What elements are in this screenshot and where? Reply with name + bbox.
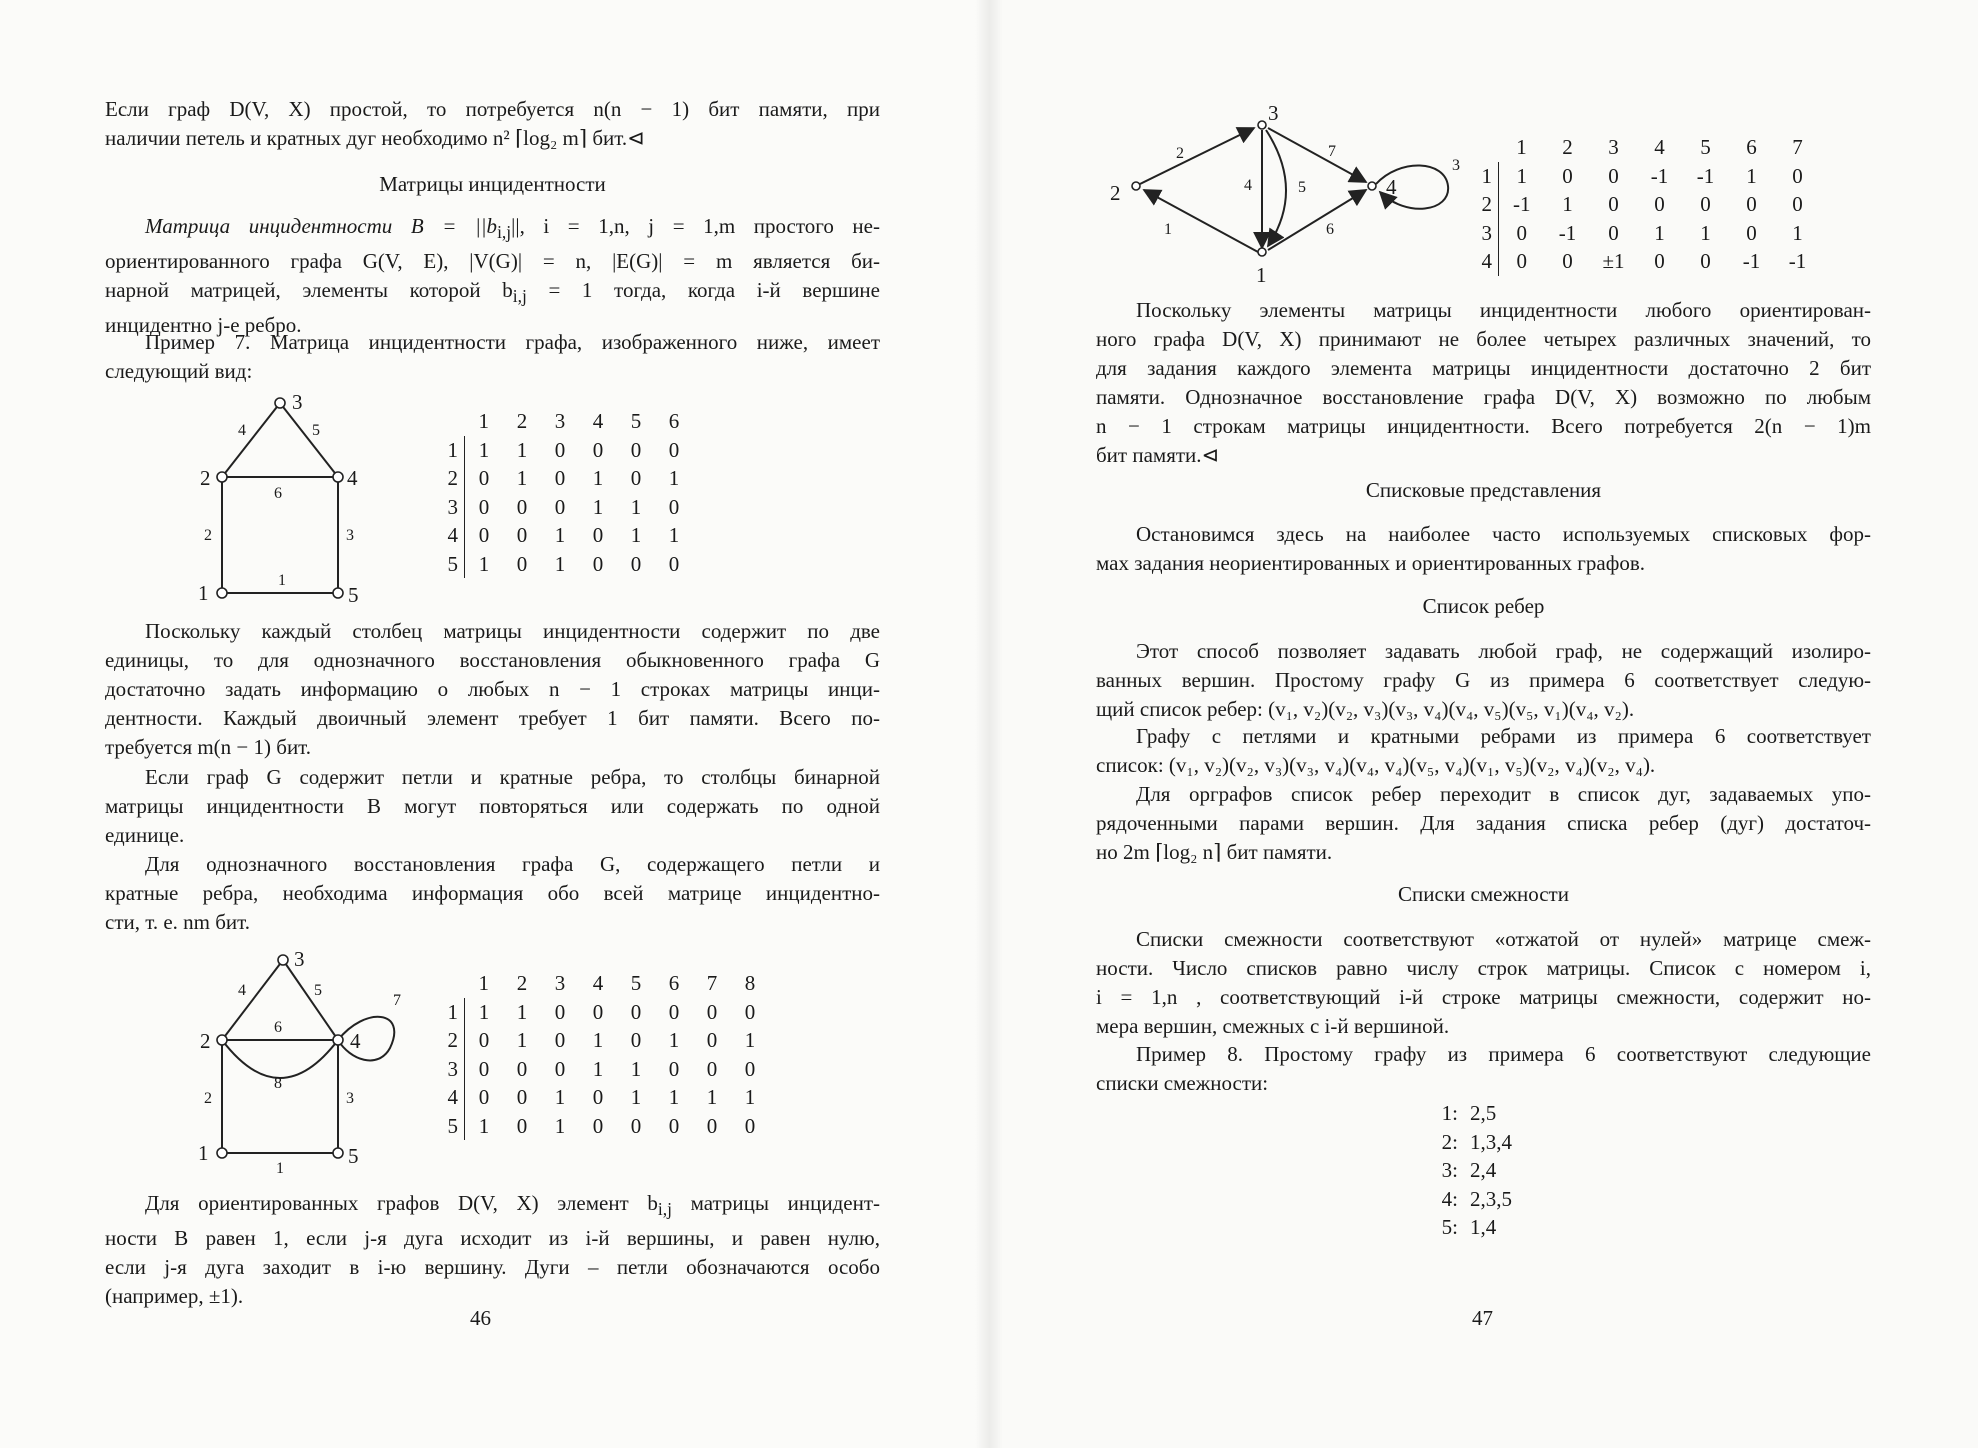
- list-item: [1420, 1099, 1512, 1128]
- col-header: 4: [1654, 135, 1665, 159]
- incidence-matrix-3: [1470, 133, 1821, 276]
- list-value: 2,5: [1470, 1101, 1497, 1125]
- incidence-matrix-2: [436, 969, 770, 1140]
- list-item: [1420, 1128, 1512, 1157]
- heading-edge-list: Список ребер: [1422, 594, 1545, 618]
- matrix-cell: 0: [1608, 163, 1619, 188]
- matrix-cell: 1: [630, 494, 642, 519]
- matrix-cell: 1: [630, 1085, 642, 1109]
- vertex-label: 3: [1268, 101, 1279, 125]
- matrix-cell: 1: [1746, 163, 1757, 188]
- matrix-cell: 0: [668, 494, 680, 519]
- matrix-cell: 1: [1792, 220, 1803, 245]
- matrix-cell: 1: [554, 523, 566, 547]
- matrix-cell: 1: [668, 1028, 680, 1052]
- matrix-cell: 0: [592, 437, 604, 462]
- edge-label: 1: [276, 1160, 284, 1173]
- edge-label: 2: [204, 527, 212, 544]
- matrix-cell: 1: [668, 1085, 680, 1109]
- text-line: сти, т. е. nm бит.: [105, 910, 251, 934]
- matrix-cell: -1: [1650, 163, 1669, 188]
- text-line: Если граф D(V, X) простой, то потребуется n(n − 1) бит памяти, при: [105, 97, 880, 121]
- vertex-label: 4: [350, 1029, 361, 1053]
- matrix-row: [1470, 190, 1821, 219]
- vertex-label: 4: [347, 466, 358, 490]
- matrix-cell: 0: [554, 437, 566, 462]
- left-paragraph-6: [105, 850, 880, 937]
- right-paragraph-2: [1096, 520, 1871, 578]
- matrix-cell: 1: [516, 437, 528, 462]
- matrix-cell: 0: [630, 1113, 642, 1138]
- matrix-cell: 0: [516, 1085, 528, 1109]
- matrix-cell: 1: [554, 1085, 566, 1109]
- col-header: 5: [630, 971, 642, 995]
- matrix-cell: 1: [516, 1028, 528, 1052]
- matrix-row: [436, 493, 693, 522]
- right-paragraph-3: [1096, 637, 1871, 724]
- matrix-cell: -1: [1788, 249, 1807, 273]
- matrix-cell: 0: [516, 551, 528, 576]
- matrix-cell: 0: [592, 1085, 604, 1109]
- text-line: i = 1,n , соответствующий i-й строке матрицы смежности, содержит но-: [1096, 985, 1871, 1009]
- left-paragraph-7: [105, 1189, 880, 1311]
- graph-3-directed: [1100, 100, 1480, 290]
- left-paragraph-1: [105, 95, 880, 153]
- text-fragment: нарной матрицей, элементы которой b: [105, 278, 513, 303]
- text-line: матрицы инцидентности B могут повторяться или содержать по одной: [105, 794, 880, 818]
- matrix-cell: 0: [1516, 220, 1527, 245]
- col-header: 2: [1562, 135, 1573, 159]
- text-line: Для однозначного восстановления графа G, содержащего петли и: [145, 852, 880, 876]
- edge-label: 3: [346, 1090, 354, 1107]
- list-value: 1,3,4: [1470, 1129, 1512, 1154]
- vertex-label: 1: [1256, 263, 1267, 287]
- edge-label: 4: [238, 982, 246, 999]
- matrix-cell: 1: [630, 1056, 642, 1081]
- text-line: [105, 1189, 880, 1224]
- matrix-cell: 0: [478, 1085, 490, 1109]
- row-header: 3: [1470, 219, 1499, 248]
- row-header: 1: [1470, 162, 1499, 191]
- list-value: 1,4: [1470, 1215, 1497, 1239]
- matrix-cell: 0: [1700, 192, 1711, 216]
- matrix-cell: 1: [478, 999, 490, 1024]
- matrix-row: [1470, 247, 1821, 276]
- matrix-cell: 1: [592, 1028, 604, 1052]
- matrix-row: [436, 550, 693, 579]
- text-fragment: матрицы инцидент-: [671, 1191, 880, 1215]
- text-line: единице.: [105, 823, 185, 847]
- matrix-cell: 1: [1700, 220, 1711, 245]
- corner: [1470, 133, 1499, 162]
- list-value: 2,3,5: [1470, 1186, 1512, 1211]
- text-line: но 2m ⌈log₂ n⌉ бит памяти.: [1096, 840, 1333, 864]
- matrix-cell: ±1: [1602, 249, 1625, 273]
- right-paragraph-6: [1096, 925, 1871, 1041]
- text-line: следующий вид:: [105, 359, 253, 383]
- matrix-cell: 0: [630, 1028, 642, 1052]
- row-header: 4: [436, 1083, 465, 1112]
- text-fragment: ||, i = 1,n, j = 1,m простого не-: [511, 214, 880, 238]
- text-line: дентности. Каждый двоичный элемент требует 1 бит памяти. Всего по-: [105, 706, 880, 730]
- heading-list-representations: Списковые представления: [1365, 478, 1602, 502]
- matrix-row: [436, 1112, 769, 1141]
- matrix-cell: -1: [1558, 220, 1577, 245]
- list-item: [1420, 1213, 1512, 1242]
- row-header: 2: [436, 1026, 465, 1055]
- matrix-cell: 1: [478, 1113, 490, 1138]
- matrix-cell: 0: [706, 1028, 718, 1052]
- matrix-row: [436, 1026, 769, 1055]
- text-line: n − 1 строкам матрицы инцидентности. Всего потребуется 2(n − 1)m: [1096, 414, 1871, 438]
- row-header: 2: [436, 464, 465, 493]
- matrix-cell: 0: [516, 523, 528, 547]
- row-header: 1: [436, 998, 465, 1027]
- text-line: ного графа D(V, X) принимают не более четырех различных значений, то: [1096, 327, 1871, 351]
- col-header: 5: [1700, 135, 1711, 159]
- text-line: списки смежности:: [1096, 1071, 1269, 1095]
- left-paragraph-5: [105, 763, 880, 850]
- matrix-cell: 0: [1654, 249, 1665, 273]
- matrix-cell: 0: [592, 551, 604, 576]
- text-line: щий список ребер: (v₁, v₂)(v₂, v₃)(v₃, v₄)(v₄, v₅)(v₅, v₁)(v₄, v₂).: [1096, 697, 1635, 721]
- row-header: 4: [1470, 247, 1499, 276]
- matrix-cell: -1: [1742, 249, 1761, 273]
- text-line: требуется m(n − 1) бит.: [105, 735, 312, 759]
- vertex-label: 3: [292, 390, 303, 414]
- matrix-cell: 1: [630, 523, 642, 547]
- matrix-cell: 1: [1516, 163, 1527, 188]
- left-paragraph-3: [105, 328, 880, 386]
- text-line: инцидентно j-е ребро.: [105, 313, 302, 338]
- edge-label: 2: [1176, 145, 1184, 162]
- text-line: кратные ребра, необходима информация обо всей матрице инцидентно-: [105, 881, 880, 905]
- matrix-cell: 0: [744, 999, 756, 1024]
- matrix-cell: 0: [706, 999, 718, 1024]
- subscript: i,j: [512, 286, 527, 307]
- matrix-cell: 0: [668, 999, 680, 1024]
- text-line: Пример 7. Матрица инцидентности графа, изображенного ниже, имеет: [145, 330, 880, 354]
- row-header: 3: [436, 493, 465, 522]
- text-fragment: Для ориентированных графов D(V, X) элемент b: [145, 1191, 658, 1215]
- text-line: ности B равен 1, если j-я дуга исходит из i-й вершины, и равен нулю,: [105, 1226, 880, 1251]
- matrix-cell: 0: [1792, 163, 1803, 188]
- list-item: [1420, 1156, 1512, 1185]
- matrix-cell: 1: [668, 523, 680, 547]
- matrix-cell: 0: [630, 466, 642, 490]
- matrix-cell: 0: [592, 999, 604, 1024]
- col-header: 2: [516, 971, 528, 995]
- text-line: список: (v₁, v₂)(v₂, v₃)(v₃, v₄)(v₄, v₄)(v₅, v₄)(v₁, v₅)(v₂, v₄)(v₂, v₄).: [1096, 753, 1656, 777]
- col-header: 8: [744, 971, 756, 995]
- vertex-label: 1: [198, 1141, 209, 1165]
- matrix-cell: 0: [668, 1056, 680, 1081]
- text-line: если j-я дуга заходит в i-ю вершину. Дуги – петли обозначаются особо: [105, 1255, 880, 1280]
- matrix-row: [436, 1083, 769, 1112]
- matrix-cell: 1: [554, 551, 566, 576]
- matrix-cell: 0: [1654, 192, 1665, 216]
- matrix-cell: 1: [478, 437, 490, 462]
- matrix-cell: 0: [592, 1113, 604, 1138]
- text-line: Поскольку элементы матрицы инцидентности любого ориентирован-: [1136, 298, 1871, 322]
- col-header: 3: [554, 971, 566, 995]
- row-header: 5: [436, 1112, 465, 1141]
- list-key: 4:: [1441, 1186, 1458, 1211]
- matrix-cell: 0: [744, 1056, 756, 1081]
- corner: [436, 969, 465, 998]
- list-key: 5:: [1441, 1215, 1458, 1239]
- text-line: Поскольку каждый столбец матрицы инцидентности содержит по две: [145, 619, 880, 643]
- matrix-row: [436, 1055, 769, 1084]
- col-header: 6: [668, 409, 680, 433]
- text-line: памяти. Однозначное восстановление графа D(V, X) возможно по любым: [1096, 385, 1871, 409]
- text-line: Этот способ позволяет задавать любой граф, не содержащий изолиро-: [1136, 639, 1871, 663]
- matrix-cell: 0: [1562, 249, 1573, 273]
- vertex-label: 2: [200, 466, 211, 490]
- text-line: мах задания неориентированных и ориентированных графов.: [1096, 551, 1645, 575]
- matrix-cell: 0: [706, 1113, 718, 1138]
- matrix-cell: 0: [478, 466, 490, 490]
- col-header: 6: [668, 971, 680, 995]
- edge-label: 6: [274, 1019, 282, 1036]
- row-header: 5: [436, 550, 465, 579]
- matrix-cell: 0: [478, 523, 490, 547]
- text-line: наличии петель и кратных дуг необходимо n² ⌈log₂ m⌉ бит.⊲: [105, 126, 645, 150]
- matrix-cell: 0: [554, 999, 566, 1024]
- text-line: Списки смежности соответствуют «отжатой от нулей» матрице смеж-: [1136, 927, 1871, 951]
- list-key: 1:: [1441, 1101, 1458, 1125]
- vertex-label: 2: [1110, 181, 1121, 205]
- matrix-row: [436, 521, 693, 550]
- matrix-cell: 0: [516, 1056, 528, 1081]
- page-number-right: 47: [1472, 1306, 1493, 1330]
- matrix-cell: 0: [668, 551, 680, 576]
- heading-adjacency-lists: Списки смежности: [1398, 882, 1569, 906]
- left-paragraph-4: [105, 617, 880, 762]
- right-paragraph-4: [1096, 722, 1871, 780]
- matrix-cell: 0: [554, 494, 566, 519]
- matrix-cell: 0: [706, 1056, 718, 1081]
- matrix-cell: 0: [478, 1028, 490, 1052]
- edge-label: 6: [1326, 221, 1334, 238]
- text-line: (например, ±1).: [105, 1284, 244, 1309]
- text-line: мера вершин, смежных с i-й вершиной.: [1096, 1014, 1450, 1038]
- text-line: Графу с петлями и кратными ребрами из примера 6 соответствует: [1136, 724, 1871, 748]
- matrix-cell: 0: [1746, 192, 1757, 216]
- heading-incidence-matrices: Матрицы инцидентности: [379, 172, 606, 196]
- col-header: 7: [1792, 135, 1803, 159]
- text-line: бит памяти.⊲: [1096, 443, 1220, 467]
- right-paragraph-5: [1096, 780, 1871, 867]
- subscript: i,j: [497, 222, 512, 243]
- list-item: [1420, 1185, 1512, 1214]
- matrix-cell: 0: [1562, 163, 1573, 188]
- matrix-row: [1470, 219, 1821, 248]
- incidence-matrix-1: [436, 407, 694, 578]
- matrix-cell: 0: [554, 1056, 566, 1081]
- matrix-cell: 1: [516, 466, 528, 490]
- col-header: 6: [1746, 135, 1757, 159]
- matrix-cell: 0: [630, 999, 642, 1024]
- edge-label: 2: [204, 1090, 212, 1107]
- edge-label: 3: [346, 527, 354, 544]
- matrix-cell: 1: [668, 466, 680, 490]
- matrix-cell: 0: [1608, 192, 1619, 216]
- text-line: Пример 8. Простому графу из примера 6 соответствуют следующие: [1136, 1042, 1871, 1066]
- matrix-cell: 0: [1516, 249, 1527, 273]
- vertex-label: 4: [1386, 175, 1397, 199]
- text-line: достаточно задать информацию о любых n − 1 строках матрицы инци-: [105, 677, 880, 701]
- list-value: 2,4: [1470, 1158, 1497, 1182]
- matrix-row: [436, 464, 693, 493]
- row-header: 3: [436, 1055, 465, 1084]
- edge-label: 7: [393, 992, 401, 1009]
- edge-label: 3: [1452, 157, 1460, 174]
- edge-label: 5: [314, 982, 322, 999]
- vertex-label: 2: [200, 1029, 211, 1053]
- edge-label: 4: [1244, 177, 1252, 194]
- text-line: ванных вершин. Простому графу G из примера 6 соответствует следую-: [1096, 668, 1871, 692]
- matrix-row: [436, 436, 693, 465]
- edge-label: 4: [238, 422, 246, 439]
- term-incidence-matrix: Матрица инцидентности B = ||b: [145, 214, 498, 238]
- col-header: 5: [630, 409, 642, 433]
- matrix-cell: 1: [706, 1085, 718, 1109]
- page-number-left: 46: [470, 1306, 491, 1330]
- edge-label: 1: [1164, 221, 1172, 238]
- row-header: 2: [1470, 190, 1499, 219]
- edge-label: 8: [274, 1075, 282, 1092]
- matrix-row: [436, 998, 769, 1027]
- col-header: 4: [592, 971, 604, 995]
- matrix-cell: 0: [668, 1113, 680, 1138]
- matrix-cell: 0: [630, 551, 642, 576]
- list-key: 2:: [1441, 1129, 1458, 1154]
- matrix-cell: 0: [630, 437, 642, 462]
- text-line: ориентированного графа G(V, E), |V(G)| = n, |E(G)| = m является би-: [105, 249, 880, 274]
- col-header: 3: [554, 409, 566, 433]
- text-line: рядоченными парами вершин. Для задания списка ребер (дуг) достаточ-: [1096, 811, 1871, 835]
- matrix-cell: 0: [668, 437, 680, 462]
- matrix-cell: 0: [1792, 192, 1803, 216]
- list-key: 3:: [1441, 1158, 1458, 1182]
- edge-label: 1: [278, 572, 286, 589]
- col-header: 4: [592, 409, 604, 433]
- text-line: Для орграфов список ребер переходит в список дуг, задаваемых упо-: [1136, 782, 1871, 806]
- corner: [436, 407, 465, 436]
- matrix-cell: 1: [1654, 220, 1665, 245]
- matrix-cell: 1: [744, 1028, 756, 1052]
- matrix-cell: 1: [592, 1056, 604, 1081]
- matrix-cell: 0: [592, 523, 604, 547]
- text-line: для задания каждого элемента матрицы инцидентности достаточно 2 бит: [1096, 356, 1871, 380]
- left-paragraph-2: [105, 212, 880, 340]
- text-line: единицы, то для однозначного восстановления обыкновенного графа G: [105, 648, 880, 672]
- vertex-label: 5: [348, 583, 359, 607]
- subscript: i,j: [657, 1199, 672, 1220]
- vertex-label: 1: [198, 581, 209, 605]
- col-header: 2: [516, 409, 528, 433]
- matrix-cell: 0: [554, 466, 566, 490]
- matrix-cell: 1: [592, 466, 604, 490]
- matrix-cell: -1: [1696, 163, 1715, 188]
- matrix-cell: 1: [478, 551, 490, 576]
- text-line: Остановимся здесь на наиболее часто используемых списковых фор-: [1136, 522, 1871, 546]
- matrix-cell: 1: [592, 494, 604, 519]
- matrix-cell: 1: [744, 1085, 756, 1109]
- matrix-cell: 1: [516, 999, 528, 1024]
- matrix-cell: 0: [1700, 249, 1711, 273]
- matrix-cell: 0: [1746, 220, 1757, 245]
- vertex-label: 3: [294, 948, 305, 971]
- matrix-cell: 0: [554, 1028, 566, 1052]
- col-header: 1: [478, 971, 489, 995]
- edge-label: 7: [1328, 143, 1336, 160]
- matrix-cell: -1: [1513, 192, 1531, 216]
- adjacency-list: [1420, 1099, 1512, 1242]
- matrix-cell: 0: [1608, 220, 1619, 245]
- col-header: 1: [478, 409, 489, 433]
- matrix-cell: 0: [478, 494, 490, 519]
- text-line: ности. Число списков равно числу строк матрицы. Список с номером i,: [1096, 956, 1871, 980]
- col-header: 3: [1608, 135, 1619, 159]
- graph-1-undirected: [190, 385, 380, 610]
- right-paragraph-7: [1096, 1040, 1871, 1098]
- col-header: 7: [706, 971, 718, 995]
- row-header: 4: [436, 521, 465, 550]
- text-fragment: = 1 тогда, когда i-й вершине: [526, 278, 880, 303]
- row-header: 1: [436, 436, 465, 465]
- matrix-cell: 1: [554, 1113, 566, 1138]
- col-header: 1: [1516, 135, 1527, 159]
- matrix-cell: 0: [516, 494, 528, 519]
- vertex-label: 5: [348, 1144, 359, 1168]
- graph-2-multigraph: [190, 948, 420, 1173]
- matrix-cell: 0: [478, 1056, 490, 1081]
- right-paragraph-1: [1096, 296, 1871, 470]
- matrix-row: [1470, 162, 1821, 191]
- book-gutter: [975, 0, 1003, 1448]
- text-line: [105, 276, 880, 311]
- edge-label: 5: [312, 422, 320, 439]
- matrix-cell: 0: [516, 1113, 528, 1138]
- text-line: Если граф G содержит петли и кратные ребра, то столбцы бинарной: [145, 765, 880, 789]
- edge-label: 5: [1298, 179, 1306, 196]
- text-line: [105, 212, 880, 247]
- matrix-cell: 0: [744, 1113, 756, 1138]
- edge-label: 6: [274, 485, 282, 502]
- matrix-cell: 1: [1562, 192, 1573, 216]
